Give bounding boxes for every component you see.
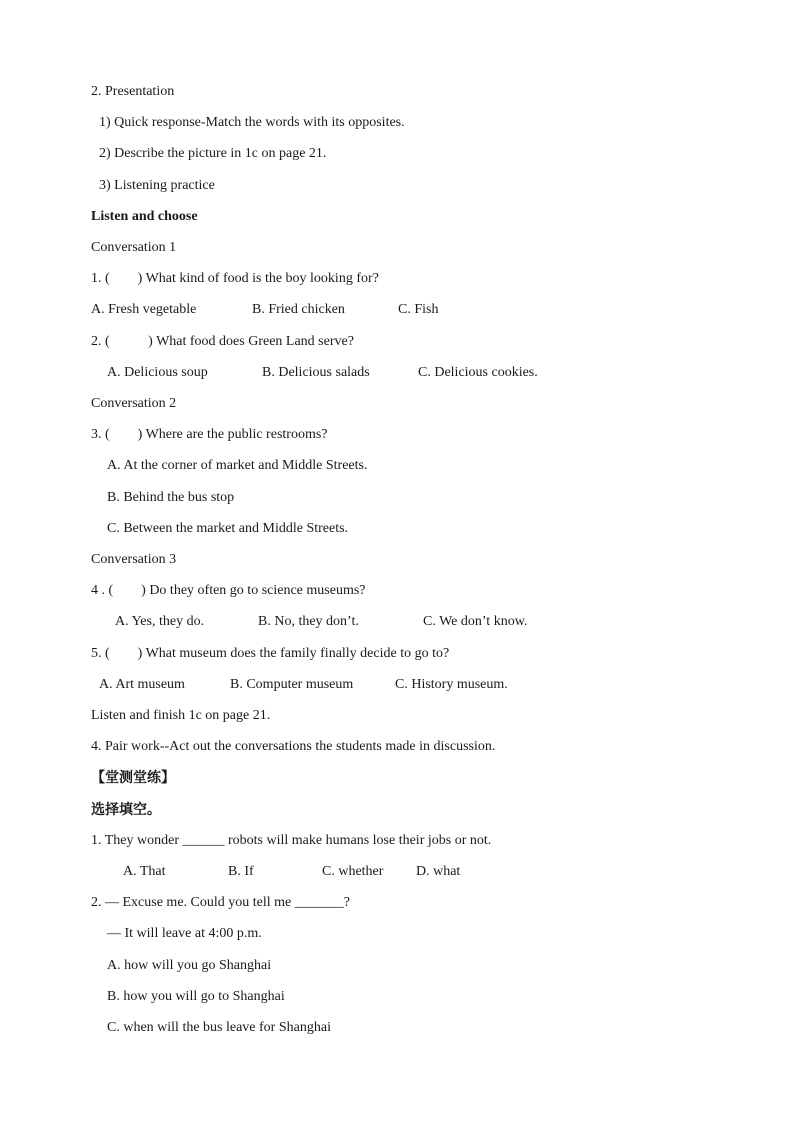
conversation-2-label: Conversation 2 xyxy=(91,396,177,411)
question-1-option-a: A. Fresh vegetable xyxy=(91,302,197,317)
practice-question-1: 1. They wonder ______ robots will make humans lose their jobs or not. xyxy=(91,833,492,848)
practice-subheading: 选择填空。 xyxy=(91,802,161,818)
question-2-option-c: C. Delicious cookies. xyxy=(418,365,538,380)
practice-question-1-option-d: D. what xyxy=(416,864,461,879)
conversation-3-label: Conversation 3 xyxy=(91,552,177,567)
question-5: 5. ( ) What museum does the family finally decide to go to? xyxy=(91,646,450,661)
question-3-option-c: C. Between the market and Middle Streets. xyxy=(107,521,349,536)
question-4-option-b: B. No, they don’t. xyxy=(258,614,359,629)
question-1-option-b: B. Fried chicken xyxy=(252,302,345,317)
practice-question-2-option-b: B. how you will go to Shanghai xyxy=(107,989,285,1004)
question-3: 3. ( ) Where are the public restrooms? xyxy=(91,427,328,442)
practice-heading: 【堂测堂练】 xyxy=(91,770,175,786)
section-heading-presentation: 2. Presentation xyxy=(91,84,175,99)
practice-question-1-option-c: C. whether xyxy=(322,864,384,879)
conversation-1-label: Conversation 1 xyxy=(91,240,177,255)
practice-question-1-option-b: B. If xyxy=(228,864,254,879)
presentation-item-1: 1) Quick response-Match the words with its opposites. xyxy=(99,115,405,130)
listen-finish-instruction: Listen and finish 1c on page 21. xyxy=(91,708,271,723)
question-5-option-b: B. Computer museum xyxy=(230,677,354,692)
practice-question-2-option-c: C. when will the bus leave for Shanghai xyxy=(107,1020,331,1035)
question-1: 1. ( ) What kind of food is the boy looking for? xyxy=(91,271,379,286)
question-3-option-b: B. Behind the bus stop xyxy=(107,490,235,505)
question-5-option-a: A. Art museum xyxy=(99,677,185,692)
practice-question-1-option-a: A. That xyxy=(123,864,166,879)
practice-question-2-option-a: A. how will you go Shanghai xyxy=(107,958,272,973)
question-1-option-c: C. Fish xyxy=(398,302,439,317)
pair-work-instruction: 4. Pair work--Act out the conversations the students made in discussion. xyxy=(91,739,496,754)
question-4-option-a: A. Yes, they do. xyxy=(115,614,205,629)
question-4-option-c: C. We don’t know. xyxy=(423,614,528,629)
question-2-option-b: B. Delicious salads xyxy=(262,365,370,380)
practice-question-2: 2. — Excuse me. Could you tell me _______? xyxy=(91,895,350,910)
question-5-option-c: C. History museum. xyxy=(395,677,508,692)
question-4: 4 . ( ) Do they often go to science museums? xyxy=(91,583,366,598)
question-3-option-a: A. At the corner of market and Middle Streets. xyxy=(107,458,368,473)
question-2: 2. ( ) What food does Green Land serve? xyxy=(91,334,354,349)
practice-question-2-reply: — It will leave at 4:00 p.m. xyxy=(107,926,262,941)
question-2-option-a: A. Delicious soup xyxy=(107,365,208,380)
listen-choose-heading: Listen and choose xyxy=(91,209,198,224)
presentation-item-3: 3) Listening practice xyxy=(99,178,215,193)
presentation-item-2: 2) Describe the picture in 1c on page 21. xyxy=(99,146,327,161)
